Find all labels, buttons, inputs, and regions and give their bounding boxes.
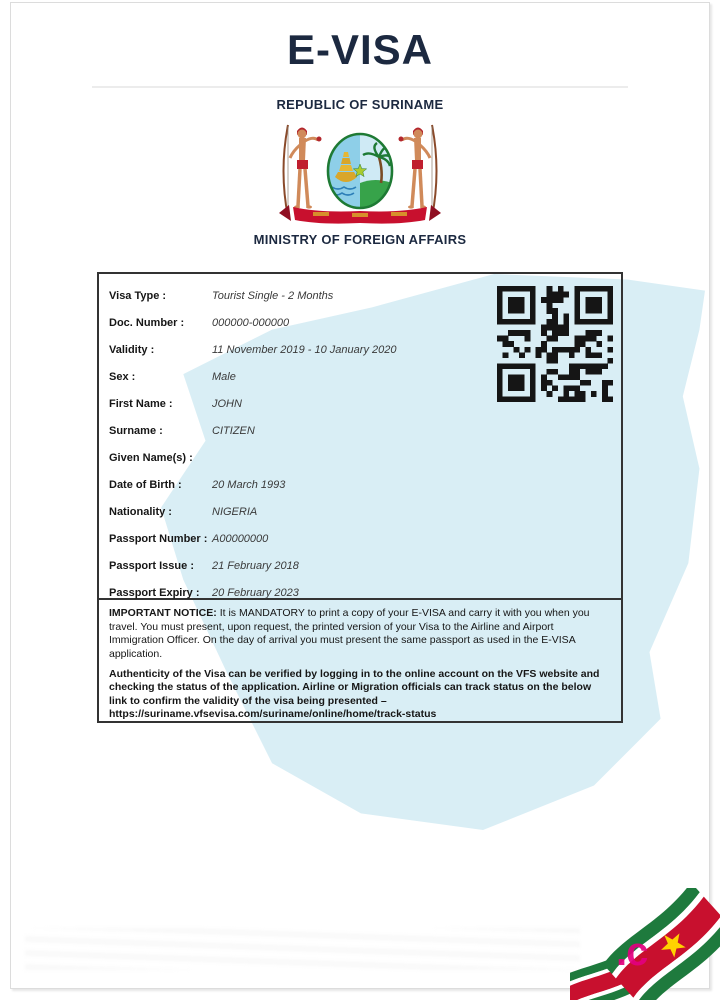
field-value: Tourist Single - 2 Months bbox=[212, 290, 334, 302]
field-row-passport-number bbox=[109, 533, 621, 560]
page-title: E-VISA bbox=[286, 26, 434, 73]
field-value: JOHN bbox=[212, 398, 242, 410]
notice-section bbox=[99, 600, 621, 722]
field-value: A00000000 bbox=[212, 533, 269, 545]
qr-code-icon bbox=[497, 286, 613, 402]
field-value: 20 February 2023 bbox=[212, 587, 299, 599]
field-value: Male bbox=[212, 371, 236, 383]
important-notice-paragraph bbox=[109, 607, 611, 662]
field-label: Visa Type : bbox=[109, 290, 167, 302]
field-row-given-names bbox=[109, 452, 621, 479]
field-value: CITIZEN bbox=[212, 425, 255, 437]
suriname-coat-of-arms-icon bbox=[275, 117, 445, 229]
field-label: First Name : bbox=[109, 398, 173, 410]
field-label: Surname : bbox=[109, 425, 163, 437]
verification-paragraph: Authenticity of the Visa can be verified by logging in to the online account on the VFS website and checking the status of the application. Airline or Migration officials can track status on the below link to confirm the validity of the visa being presented – https://suriname.vfsevisa.com/suriname/online/home/track-status bbox=[109, 667, 600, 721]
ministry-heading: MINISTRY OF FOREIGN AFFAIRS bbox=[253, 232, 467, 247]
country-heading: REPUBLIC OF SURINAME bbox=[276, 97, 444, 112]
field-value: 11 November 2019 - 10 January 2020 bbox=[212, 344, 397, 356]
field-row-passport-issue bbox=[109, 560, 621, 587]
faint-watermark-smudge bbox=[25, 928, 580, 970]
field-value: 000000-000000 bbox=[212, 317, 290, 329]
field-label: Given Name(s) : bbox=[109, 452, 193, 464]
field-value: 21 February 2018 bbox=[212, 560, 299, 572]
field-label: Passport Number : bbox=[109, 533, 208, 545]
important-notice-heading: IMPORTANT NOTICE: bbox=[109, 607, 217, 619]
field-value: NIGERIA bbox=[212, 506, 258, 518]
field-label: Date of Birth : bbox=[109, 479, 182, 491]
field-label: Passport Issue : bbox=[109, 560, 194, 572]
field-label: Passport Expiry : bbox=[109, 587, 200, 599]
qr-finder-patterns bbox=[497, 286, 613, 402]
corner-pink-watermark: .c bbox=[616, 930, 648, 974]
field-row-date-of-birth bbox=[109, 479, 621, 506]
field-label: Sex : bbox=[109, 371, 136, 383]
field-label: Nationality : bbox=[109, 506, 172, 518]
important-notice-text: It is MANDATORY to print a copy of your E-VISA and carry it with you when you travel. You must present, upon request, the printed version of your Visa to the Airline and Airport Immigration Officer. On the day of arrival you must present the same passport as used in the E-VISA application. bbox=[109, 607, 590, 660]
field-row-first-name bbox=[109, 398, 621, 425]
field-label: Doc. Number : bbox=[109, 317, 185, 329]
field-row-surname bbox=[109, 425, 621, 452]
title-divider bbox=[92, 86, 628, 88]
field-row-nationality bbox=[109, 506, 621, 533]
field-value: 20 March 1993 bbox=[212, 479, 286, 491]
right-figure bbox=[399, 125, 437, 217]
left-figure bbox=[284, 125, 322, 217]
field-label: Validity : bbox=[109, 344, 155, 356]
